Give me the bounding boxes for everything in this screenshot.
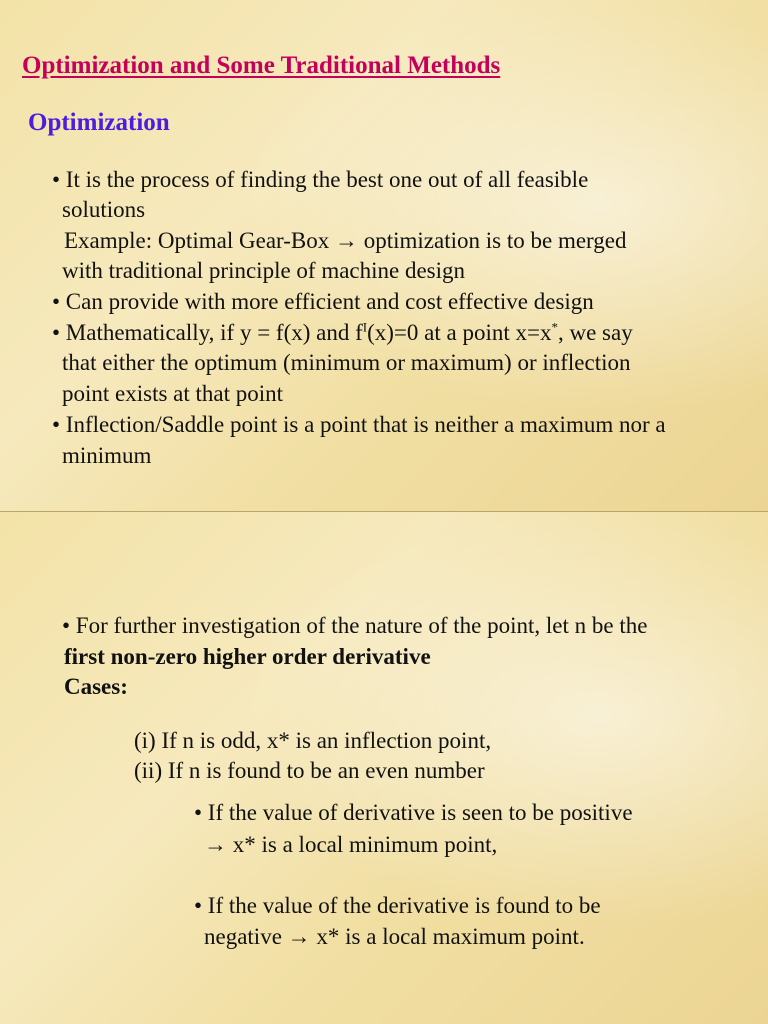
case-even: (ii) If n is found to be an even number	[134, 758, 485, 783]
bullet-definition-cont: solutions	[62, 197, 146, 222]
bullet-mathematical-cont2: point exists at that point	[62, 381, 284, 406]
slide-cases	[0, 512, 768, 1024]
bullet-inflection-cont: minimum	[62, 443, 152, 468]
sub-bullet-positive: • If the value of derivative is seen to be positive	[194, 800, 633, 825]
sub-bullet-negative: • If the value of the derivative is found to be	[194, 893, 601, 918]
bullet-investigation-cont: first non-zero higher order derivative	[64, 644, 431, 669]
bullet-mathematical	[52, 318, 633, 348]
math-text-b: (x)=0 at a point x=x	[367, 320, 552, 345]
bullet-inflection: • Inflection/Saddle point is a point that is neither a maximum nor a	[52, 412, 666, 437]
math-sup-prime: I	[362, 319, 368, 335]
bullet-investigation: • For further investigation of the nature of the point, let n be the	[62, 613, 648, 638]
math-text-a: • Mathematically, if y = f(x) and f	[52, 320, 363, 345]
sub-bullet-negative-cont: negative → x* is a local maximum point.	[204, 924, 585, 949]
math-sup-star: *	[551, 319, 558, 335]
slide-title: Optimization and Some Traditional Methods	[22, 52, 501, 79]
math-text-c: , we say	[557, 320, 633, 345]
example-line: Example: Optimal Gear-Box → optimization is to be merged	[64, 228, 627, 253]
example-line-cont: with traditional principle of machine design	[62, 258, 466, 283]
sub-bullet-positive-cont: → x* is a local minimum point,	[204, 832, 498, 857]
bullet-efficiency: • Can provide with more efficient and cost effective design	[52, 289, 594, 314]
bullet-mathematical-cont1: that either the optimum (minimum or maximum) or inflection	[62, 350, 631, 375]
section-heading: Optimization	[28, 109, 170, 136]
cases-heading: Cases:	[64, 674, 128, 699]
bullet-definition: • It is the process of finding the best one out of all feasible	[52, 167, 589, 192]
case-odd: (i) If n is odd, x* is an inflection point,	[134, 728, 492, 753]
